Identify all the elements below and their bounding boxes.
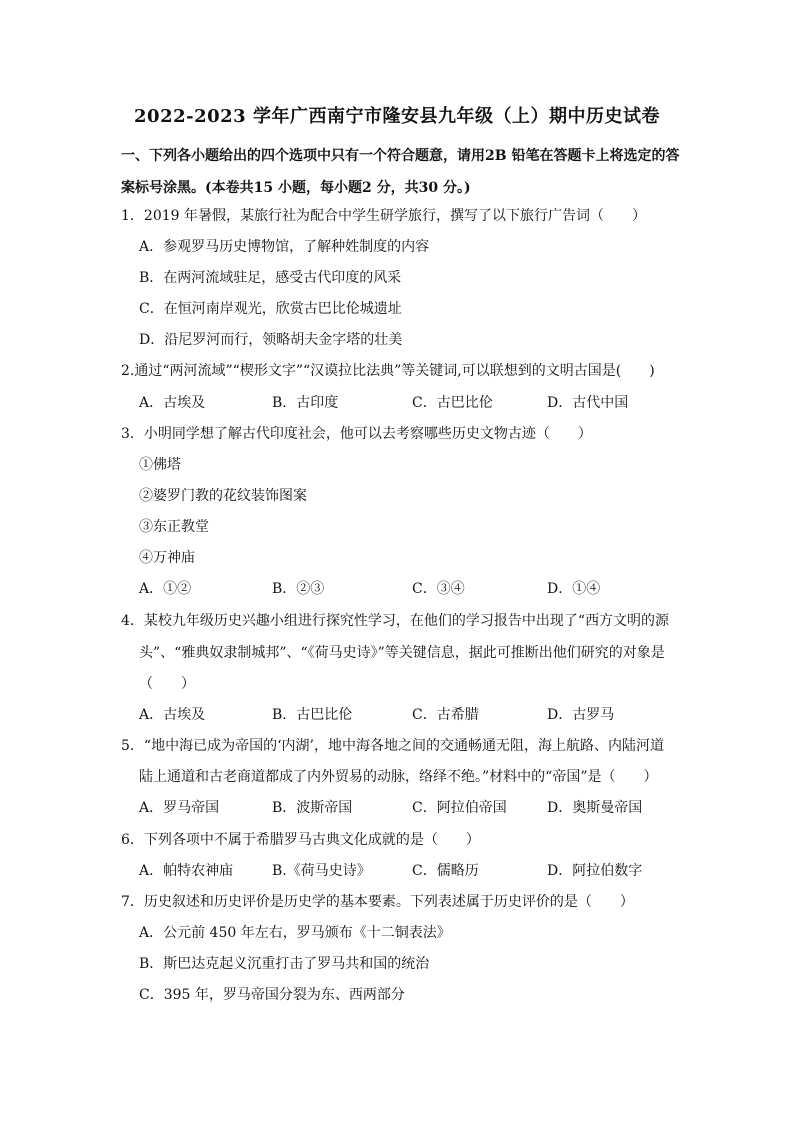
question-3-item-3: ③东正教堂 xyxy=(139,519,209,535)
question-6-stem: 6．下列各项中不属于希腊罗马古典文化成就的是（ ） xyxy=(121,832,480,848)
question-1-option-b: B．在两河流域驻足，感受古代印度的风采 xyxy=(139,270,402,286)
question-1-stem: 1．2019 年暑假，某旅行社为配合中学生研学旅行，撰写了以下旅行广告词（ ） xyxy=(121,208,646,224)
question-1-option-c: C．在恒河南岸观光，欣赏古巴比伦城遗址 xyxy=(139,301,402,317)
question-4-option-d: D．古罗马 xyxy=(547,707,615,723)
question-1-option-d: D．沿尼罗河而行，领略胡夫金字塔的壮美 xyxy=(139,332,403,348)
question-6-option-c: C．儒略历 xyxy=(412,863,479,879)
question-4-stem-line1: 4．某校九年级历史兴趣小组进行探究性学习，在他们的学习报告中出现了“西方文明的源 xyxy=(121,613,670,629)
question-7-option-b: B．斯巴达克起义沉重打击了罗马共和国的统治 xyxy=(139,956,430,972)
question-3-option-d: D．①④ xyxy=(547,581,601,597)
question-3-item-2: ②婆罗门教的花纹装饰图案 xyxy=(139,488,307,504)
question-2-option-b: B．古印度 xyxy=(272,395,339,411)
question-5-option-a: A．罗马帝国 xyxy=(139,800,220,816)
question-4-option-c: C．古希腊 xyxy=(412,707,479,723)
question-4-option-b: B．古巴比伦 xyxy=(272,707,353,723)
section-instructions-line1: 一、下列各小题给出的四个选项中只有一个符合题意，请用2B 铅笔在答题卡上将选定的答 xyxy=(121,148,680,164)
question-3-item-1: ①佛塔 xyxy=(139,457,181,473)
question-5-option-b: B．波斯帝国 xyxy=(272,800,353,816)
question-3-options xyxy=(139,579,699,599)
question-6-option-b: B.《荷马史诗》 xyxy=(272,863,371,879)
question-5-options xyxy=(139,798,699,818)
question-7-option-a: A．公元前 450 年左右，罗马颁布《十二铜表法》 xyxy=(139,925,451,941)
question-2-option-d: D．古代中国 xyxy=(547,395,629,411)
question-6-option-d: D．阿拉伯数字 xyxy=(547,863,643,879)
question-3-stem: 3．小明同学想了解古代印度社会，他可以去考察哪些历史文物古迹（ ） xyxy=(121,426,592,442)
question-3-option-a: A．①② xyxy=(139,581,192,597)
question-5-stem-line2: 陆上通道和古老商道都成了内外贸易的动脉，络绎不绝。”材料中的“帝国”是（ ） xyxy=(139,769,658,785)
question-4-option-a: A．古埃及 xyxy=(139,707,206,723)
question-4-options xyxy=(139,705,699,725)
question-5-option-d: D．奥斯曼帝国 xyxy=(547,800,643,816)
question-5-option-c: C．阿拉伯帝国 xyxy=(412,800,507,816)
question-2-stem: 2.通过“两河流域”“楔形文字”“汉谟拉比法典”等关键词,可以联想到的文明古国是( ) xyxy=(121,363,655,379)
question-3-option-b: B．②③ xyxy=(272,581,325,597)
question-5-stem-line1: 5．“地中海已成为帝国的‘内湖’，地中海各地之间的交通畅通无阻，海上航路、内陆河道 xyxy=(121,738,664,754)
question-2-option-c: C．古巴比伦 xyxy=(412,395,493,411)
question-3-item-4: ④万神庙 xyxy=(139,550,195,566)
question-1-option-a: A．参观罗马历史博物馆，了解种姓制度的内容 xyxy=(139,239,430,255)
question-7-option-c: C．395 年，罗马帝国分裂为东、西两部分 xyxy=(139,987,405,1003)
question-6-option-a: A．帕特农神庙 xyxy=(139,863,234,879)
question-7-stem: 7．历史叙述和历史评价是历史学的基本要素。下列表述属于历史评价的是（ ） xyxy=(121,894,634,910)
question-2-options xyxy=(139,393,699,413)
question-6-options xyxy=(139,861,699,881)
question-2-option-a: A．古埃及 xyxy=(139,395,206,411)
question-4-stem-line3: （ ） xyxy=(139,676,195,692)
section-instructions-line2: 案标号涂黑。(本卷共15 小题，每小题2 分，共30 分。) xyxy=(121,180,471,196)
exam-title: 2022-2023 学年广西南宁市隆安县九年级（上）期中历史试卷 xyxy=(134,106,660,127)
question-3-option-c: C．③④ xyxy=(412,581,465,597)
question-4-stem-line2: 头”、“雅典奴隶制城邦”、“《荷马史诗》”等关键信息，据此可推断出他们研究的对象是 xyxy=(139,645,665,661)
